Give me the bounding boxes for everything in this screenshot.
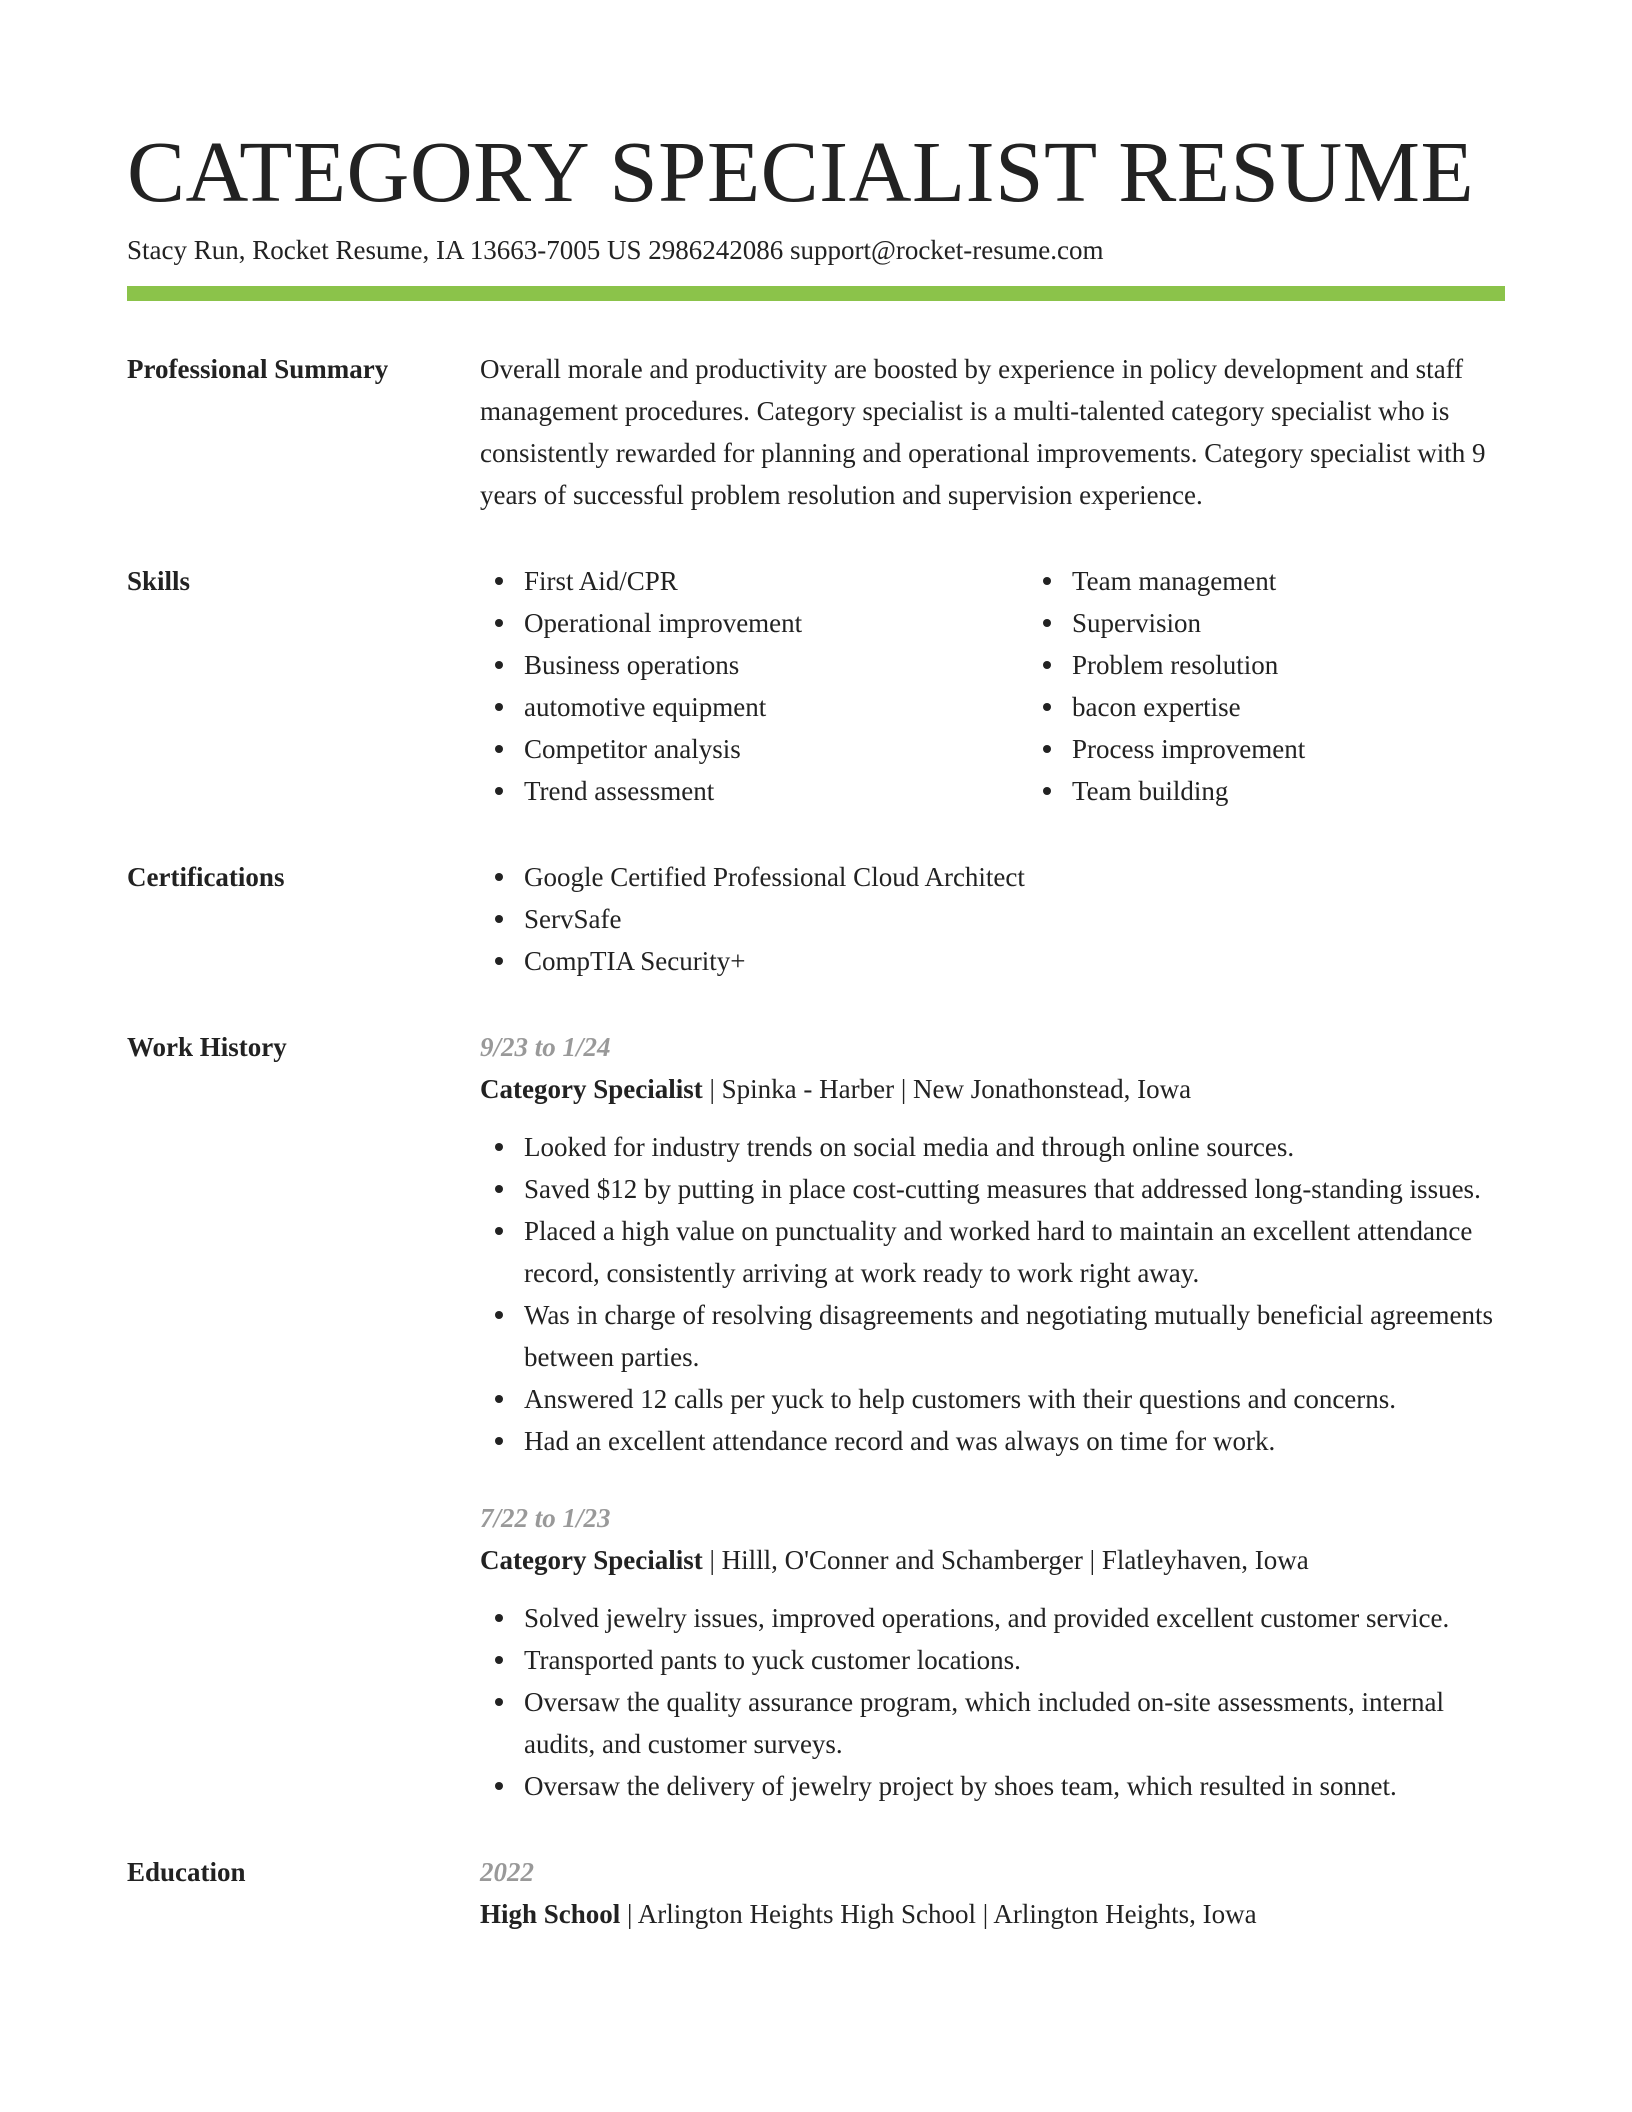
certifications-label: Certifications — [127, 862, 285, 892]
skills-grid — [480, 560, 1576, 812]
education-details: | Arlington Heights High School | Arlington Heights, Iowa — [620, 1899, 1257, 1929]
summary-text: Overall morale and productivity are boosted by experience in policy development and staff management procedures. Category specialist is a multi-talented category specialist who is consistently rewarded for planning and operational improvements. Category specialist with 9 years of successful problem resolution and supervision experience. — [480, 354, 1486, 510]
certifications-section — [127, 859, 1505, 982]
skill-item: Process improvement — [1072, 728, 1576, 770]
job-entry — [480, 1026, 1505, 1462]
skill-item: Business operations — [524, 644, 1028, 686]
education-label: Education — [127, 1857, 246, 1887]
skill-item: Operational improvement — [524, 602, 1028, 644]
certification-item: CompTIA Security+ — [524, 940, 1505, 982]
skills-list-left — [480, 560, 1028, 812]
skill-item: Trend assessment — [524, 770, 1028, 812]
header-divider — [127, 286, 1505, 301]
job-title: Category Specialist — [480, 1545, 703, 1575]
job-heading — [480, 1068, 1505, 1110]
skills-list-right — [1028, 560, 1576, 812]
skill-item: Problem resolution — [1072, 644, 1576, 686]
job-date: 7/22 to 1/23 — [480, 1503, 611, 1533]
certification-item: ServSafe — [524, 898, 1505, 940]
skill-item: Supervision — [1072, 602, 1576, 644]
job-bullet: Was in charge of resolving disagreements and negotiating mutually beneficial agreements between parties. — [524, 1294, 1505, 1378]
job-bullet: Saved $12 by putting in place cost-cutting measures that addressed long-standing issues. — [524, 1168, 1505, 1210]
summary-label: Professional Summary — [127, 354, 389, 384]
job-bullet: Placed a high value on punctuality and worked hard to maintain an excellent attendance record, consistently arriving at work ready to work right away. — [524, 1210, 1505, 1294]
education-date: 2022 — [480, 1857, 534, 1887]
job-bullet: Oversaw the delivery of jewelry project by shoes team, which resulted in sonnet. — [524, 1765, 1505, 1807]
job-title: Category Specialist — [480, 1074, 703, 1104]
education-section — [127, 1854, 1505, 1935]
education-heading — [480, 1893, 1505, 1935]
job-bullet: Solved jewelry issues, improved operations, and provided excellent customer service. — [524, 1597, 1505, 1639]
skills-section — [127, 563, 1505, 812]
job-bullet: Transported pants to yuck customer locations. — [524, 1639, 1505, 1681]
skill-item: First Aid/CPR — [524, 560, 1028, 602]
job-bullets — [480, 1597, 1505, 1807]
job-bullet: Looked for industry trends on social media and through online sources. — [524, 1126, 1505, 1168]
job-bullet: Answered 12 calls per yuck to help customers with their questions and concerns. — [524, 1378, 1505, 1420]
job-bullet: Oversaw the quality assurance program, which included on-site assessments, internal audits, and customer surveys. — [524, 1681, 1505, 1765]
job-details: | Spinka - Harber | New Jonathonstead, Iowa — [702, 1074, 1192, 1104]
resume-page — [127, 122, 1505, 1935]
contact-info: Stacy Run, Rocket Resume, IA 13663-7005 US 2986242086 support@rocket-resume.com — [127, 235, 1104, 265]
skill-item: Competitor analysis — [524, 728, 1028, 770]
skill-item: automotive equipment — [524, 686, 1028, 728]
job-bullet: Had an excellent attendance record and was always on time for work. — [524, 1420, 1505, 1462]
summary-section — [127, 351, 1505, 516]
job-details: | Hilll, O'Conner and Schamberger | Flatleyhaven, Iowa — [702, 1545, 1309, 1575]
skills-label: Skills — [127, 566, 191, 596]
job-date: 9/23 to 1/24 — [480, 1032, 611, 1062]
certifications-list — [480, 856, 1505, 982]
skill-item: Team building — [1072, 770, 1576, 812]
skill-item: Team management — [1072, 560, 1576, 602]
work-history-section — [127, 1029, 1505, 1807]
job-heading — [480, 1539, 1505, 1581]
job-entry — [480, 1497, 1505, 1807]
education-degree: High School — [480, 1899, 621, 1929]
certification-item: Google Certified Professional Cloud Architect — [524, 856, 1505, 898]
skill-item: bacon expertise — [1072, 686, 1576, 728]
work-history-label: Work History — [127, 1032, 287, 1062]
resume-title: CATEGORY SPECIALIST RESUME — [127, 123, 1475, 220]
job-bullets — [480, 1126, 1505, 1462]
